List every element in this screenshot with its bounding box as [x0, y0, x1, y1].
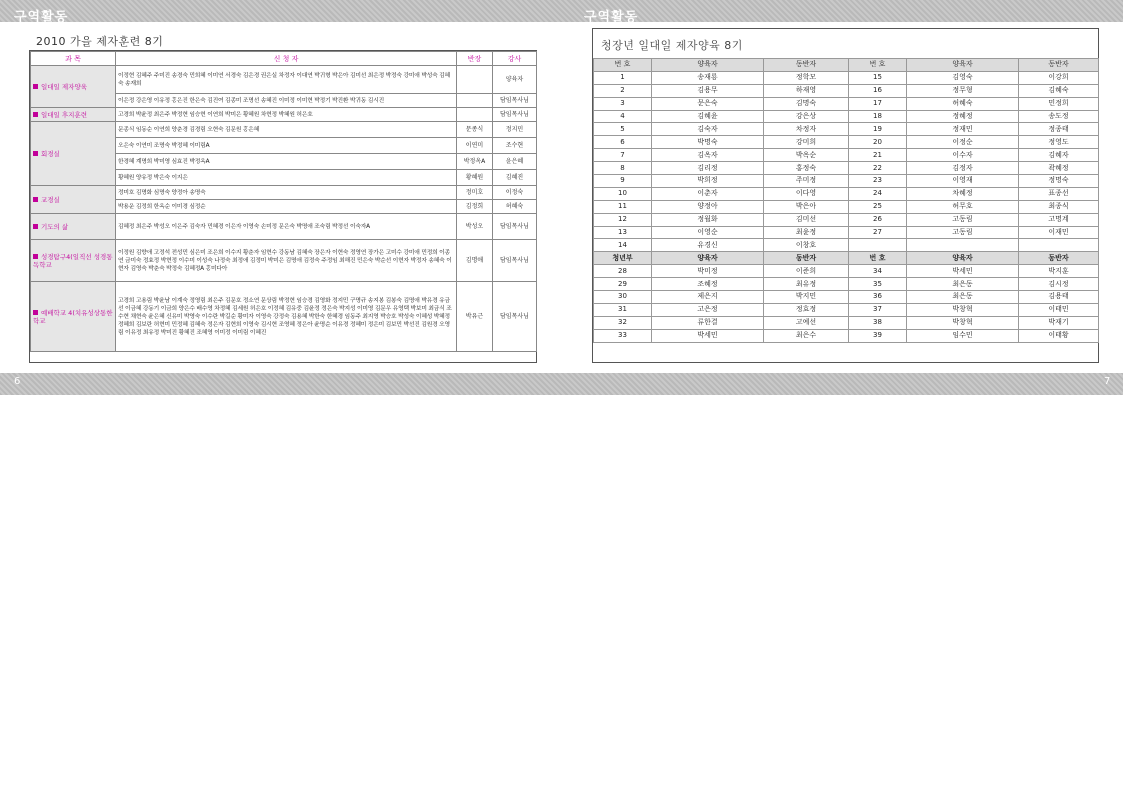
table-cell: 정혜정 [907, 110, 1019, 123]
table-cell: 38 [849, 316, 907, 329]
table-row [594, 71, 1099, 84]
subject-cell: 성경탐구4(일직선 성경통독학교 [31, 240, 116, 282]
table-row [594, 97, 1099, 110]
table-row [31, 122, 537, 138]
table-cell: 37 [849, 303, 907, 316]
table-cell: 표종선 [1019, 187, 1099, 200]
teacher-cell: 담임목사님 [493, 282, 537, 352]
table-row [594, 110, 1099, 123]
column-header: 양육자 [907, 59, 1019, 72]
table-cell: 김리정 [652, 162, 764, 175]
table-row [594, 123, 1099, 136]
table-cell: 11 [594, 200, 652, 213]
column-header: 동반자 [764, 59, 849, 72]
leader-cell [457, 94, 493, 108]
table-cell: 1 [594, 71, 652, 84]
table-cell: 31 [594, 303, 652, 316]
training-table-panel [29, 50, 537, 363]
table-cell: 21 [849, 149, 907, 162]
table-cell: 3 [594, 97, 652, 110]
table-row [594, 162, 1099, 175]
table-cell [907, 239, 1019, 252]
table-row [594, 329, 1099, 342]
leader-cell: 정미호 [457, 186, 493, 200]
table-cell: 정월화 [652, 213, 764, 226]
table-header-row [31, 52, 537, 66]
table-cell: 최윤정 [764, 226, 849, 239]
table-cell: 김영숙 [907, 71, 1019, 84]
left-page-title: 2010 가을 제자훈련 8기 [36, 35, 164, 48]
table-cell: 최은동 [907, 291, 1019, 304]
names-cell: 문종식 임동순 이연희 양춘경 김경림 오현숙 김문원 홍은혜 [116, 122, 457, 138]
table-cell: 박명숙 [652, 136, 764, 149]
names-cell: 이정현 김혜주 주미진 송경숙 민희혜 이미연 서경숙 김은경 권은실 차정자 이대연 박귀형 박은아 김미선 최은정 박정숙 강미애 박성숙 김혜숙 송재희 [116, 66, 457, 94]
leader-cell: 박성오 [457, 214, 493, 240]
table-cell: 류한결 [652, 316, 764, 329]
table-row [594, 136, 1099, 149]
table-cell [849, 239, 907, 252]
table-cell: 허무호 [907, 200, 1019, 213]
table-cell: 김혜윤 [652, 110, 764, 123]
names-cell: 이정원 김향애 고정석 전성민 심은미 조은희 이수지 황춘자 임현수 강동남 김혜숙 장은자 이현숙 정영연 장가은 고미수 강미애 민정희 이종연 금미숙 정효정 박현정 이수미 이성숙 나정숙 최정애 김정미 박미은 김명애 김정숙 주정임 최해진 민은숙 박순선 이현자 박정자 송혜숙 이현자 김영숙 박춘숙 박정숙 김혜정A 홍미다아 [116, 240, 457, 282]
table-cell: 고예선 [764, 316, 849, 329]
left-section-label: 구역활동 [14, 10, 69, 25]
table-cell: 28 [594, 265, 652, 278]
table-cell: 김시정 [1019, 278, 1099, 291]
table-cell: 차혜정 [907, 187, 1019, 200]
table-cell: 19 [849, 123, 907, 136]
table-cell: 고은정 [652, 303, 764, 316]
table-cell: 고동림 [907, 226, 1019, 239]
column-header: 번 호 [849, 59, 907, 72]
table-cell: 최은동 [907, 278, 1019, 291]
table-cell: 하재영 [764, 84, 849, 97]
table-cell: 양정아 [652, 200, 764, 213]
subject-cell: 일대일 제자양육 [31, 66, 116, 108]
table-cell: 최종식 [1019, 200, 1099, 213]
table-cell: 고동림 [907, 213, 1019, 226]
table-cell: 이태민 [1019, 303, 1099, 316]
table-cell [1019, 239, 1099, 252]
subject-cell: 회경실 [31, 122, 116, 186]
bullet-square-icon [33, 224, 38, 229]
table-cell: 32 [594, 316, 652, 329]
table-cell: 13 [594, 226, 652, 239]
table-row [31, 66, 537, 94]
table-cell: 정명숙 [1019, 175, 1099, 188]
table-cell: 17 [849, 97, 907, 110]
names-cell: 황혜원 양유정 박은숙 이지은 [116, 170, 457, 186]
table-cell: 박세민 [907, 265, 1019, 278]
table-cell: 강은상 [764, 110, 849, 123]
table-cell: 유경신 [652, 239, 764, 252]
table-row [594, 239, 1099, 252]
table-cell: 5 [594, 123, 652, 136]
table-cell: 정무형 [907, 84, 1019, 97]
table-cell: 민정희 [1019, 97, 1099, 110]
table-row [31, 214, 537, 240]
table-cell: 송재룡 [652, 71, 764, 84]
table-cell: 29 [594, 278, 652, 291]
table-cell: 김명숙 [764, 97, 849, 110]
subject-cell: 예배학교 4(치유성상통한학교 [31, 282, 116, 352]
names-cell: 오은숙 이연미 조명숙 박정혜 이미림A [116, 138, 457, 154]
table-cell: 25 [849, 200, 907, 213]
table-cell: 정학모 [764, 71, 849, 84]
table-cell: 이강희 [1019, 71, 1099, 84]
bullet-square-icon [33, 151, 38, 156]
table-cell: 박지민 [764, 291, 849, 304]
table-row [594, 187, 1099, 200]
table-cell: 정영도 [1019, 136, 1099, 149]
table-cell: 송도정 [1019, 110, 1099, 123]
table-cell: 33 [594, 329, 652, 342]
teacher-cell: 허혜숙 [493, 200, 537, 214]
table-cell: 김정자 [907, 162, 1019, 175]
table-cell: 박창혁 [907, 316, 1019, 329]
table-cell: 26 [849, 213, 907, 226]
table-cell: 허혜숙 [907, 97, 1019, 110]
table-row [594, 291, 1099, 304]
bullet-square-icon [33, 84, 38, 89]
table-cell: 정효정 [764, 303, 849, 316]
table-cell: 박옥순 [764, 149, 849, 162]
names-cell: 박용운 김정희 한옥순 이미경 심정순 [116, 200, 457, 214]
table-cell: 차정자 [764, 123, 849, 136]
table-cell: 최유정 [764, 278, 849, 291]
names-cell: 정미호 김명화 심명숙 양정아 송명숙 [116, 186, 457, 200]
leader-cell: 문종식 [457, 122, 493, 138]
table-cell: 36 [849, 291, 907, 304]
table-cell: 15 [849, 71, 907, 84]
table-cell: 이태황 [1019, 329, 1099, 342]
table-cell: 양육자 [907, 252, 1019, 265]
table-cell: 곽혜정 [1019, 162, 1099, 175]
names-cell: 김혜정 최은주 박성오 이은주 김숙자 민혜경 이은자 이영숙 손미정 문은숙 박명애 조숙림 박정선 이숙자A [116, 214, 457, 240]
table-cell: 고명계 [1019, 213, 1099, 226]
leader-cell: 박유근 [457, 282, 493, 352]
table-row [594, 213, 1099, 226]
column-header: 번 호 [594, 59, 652, 72]
table-cell: 김옥자 [652, 149, 764, 162]
table-cell: 번 호 [849, 252, 907, 265]
table-row [594, 226, 1099, 239]
table-cell: 2 [594, 84, 652, 97]
table-cell: 16 [849, 84, 907, 97]
table-cell: 이다영 [764, 187, 849, 200]
teacher-cell: 담임목사님 [493, 240, 537, 282]
table-cell: 14 [594, 239, 652, 252]
subject-cell: 일대일 후지훈련 [31, 108, 116, 122]
table-row [594, 316, 1099, 329]
table-cell: 조혜정 [652, 278, 764, 291]
bullet-square-icon [33, 310, 38, 315]
table-row [31, 108, 537, 122]
leader-cell: 황혜원 [457, 170, 493, 186]
table-cell: 정종태 [1019, 123, 1099, 136]
column-header: 신 청 자 [116, 52, 457, 66]
table-subheader-row [594, 252, 1099, 265]
table-cell: 김용태 [1019, 291, 1099, 304]
table-row [594, 278, 1099, 291]
table-cell: 청년부 [594, 252, 652, 265]
bullet-square-icon [33, 112, 38, 117]
training-table [30, 51, 537, 352]
table-row [594, 175, 1099, 188]
leader-cell: 김정희 [457, 200, 493, 214]
names-cell: 고경희 박윤정 최은주 박정현 임승현 이연희 박미은 황혜원 차현정 박혜원 허은호 [116, 108, 457, 122]
table-cell: 양육자 [652, 252, 764, 265]
table-cell: 이준희 [764, 265, 849, 278]
table-cell: 12 [594, 213, 652, 226]
table-cell: 김숙자 [652, 123, 764, 136]
table-cell: 27 [849, 226, 907, 239]
table-cell: 김미선 [764, 213, 849, 226]
table-cell: 23 [849, 175, 907, 188]
table-cell: 박희정 [652, 175, 764, 188]
table-cell: 7 [594, 149, 652, 162]
table-row [594, 149, 1099, 162]
bullet-square-icon [33, 254, 38, 259]
table-cell: 박지훈 [1019, 265, 1099, 278]
table-cell: 이춘자 [652, 187, 764, 200]
table-row [594, 265, 1099, 278]
table-row [594, 303, 1099, 316]
table-cell: 30 [594, 291, 652, 304]
column-header: 양육자 [652, 59, 764, 72]
table-cell: 6 [594, 136, 652, 149]
leader-cell [457, 108, 493, 122]
subject-cell: 교경실 [31, 186, 116, 214]
table-row [31, 240, 537, 282]
teacher-cell: 양육자 [493, 66, 537, 94]
teacher-cell: 정지민 [493, 122, 537, 138]
table-cell: 9 [594, 175, 652, 188]
teacher-cell: 윤은혜 [493, 154, 537, 170]
table-cell: 34 [849, 265, 907, 278]
names-cell: 한경혜 계명희 박미영 심효진 박정옥A [116, 154, 457, 170]
table-cell: 이영재 [907, 175, 1019, 188]
column-header: 동반자 [1019, 59, 1099, 72]
table-cell: 이수자 [907, 149, 1019, 162]
subject-cell: 기도의 삶 [31, 214, 116, 240]
table-header-row [594, 59, 1099, 72]
leader-cell: 박정옥A [457, 154, 493, 170]
footer-band [0, 373, 1123, 395]
table-cell: 동반자 [1019, 252, 1099, 265]
mentoring-table [593, 58, 1099, 343]
table-cell: 22 [849, 162, 907, 175]
column-header: 과 목 [31, 52, 116, 66]
teacher-cell: 담임목사님 [493, 214, 537, 240]
table-row [594, 84, 1099, 97]
table-cell: 강미희 [764, 136, 849, 149]
table-cell: 20 [849, 136, 907, 149]
mentoring-table-panel [592, 28, 1099, 363]
table-cell: 홍정숙 [764, 162, 849, 175]
table-cell: 주미정 [764, 175, 849, 188]
table-cell: 24 [849, 187, 907, 200]
table-cell: 박재기 [1019, 316, 1099, 329]
table-cell: 김혜자 [1019, 149, 1099, 162]
table-cell: 이영순 [652, 226, 764, 239]
table-cell: 박세민 [652, 329, 764, 342]
table-cell: 박은아 [764, 200, 849, 213]
right-section-label: 구역활동 [584, 10, 639, 25]
table-cell: 문은숙 [652, 97, 764, 110]
table-cell: 김용무 [652, 84, 764, 97]
teacher-cell: 김혜진 [493, 170, 537, 186]
table-cell: 이재민 [1019, 226, 1099, 239]
table-cell: 35 [849, 278, 907, 291]
table-cell: 8 [594, 162, 652, 175]
table-cell: 제은지 [652, 291, 764, 304]
table-cell: 최은수 [764, 329, 849, 342]
teacher-cell: 담임목사님 [493, 94, 537, 108]
header-band [0, 0, 1123, 22]
table-cell: 이정순 [907, 136, 1019, 149]
right-page-number: 7 [1104, 376, 1111, 387]
table-cell: 39 [849, 329, 907, 342]
names-cell: 이은정 강은영 이유정 홍은진 한은숙 김진여 김종미 조명선 송혜진 이미정 이미현 박정기 박진환 박귀동 김시진 [116, 94, 457, 108]
table-row [31, 282, 537, 352]
column-header: 반장 [457, 52, 493, 66]
right-page-title: 청장년 일대일 제자양육 8기 [601, 39, 743, 52]
teacher-cell: 담임목사님 [493, 108, 537, 122]
bullet-square-icon [33, 197, 38, 202]
column-header: 강사 [493, 52, 537, 66]
table-row [31, 186, 537, 200]
table-cell: 4 [594, 110, 652, 123]
table-cell: 18 [849, 110, 907, 123]
table-cell: 박창혁 [907, 303, 1019, 316]
teacher-cell: 이정숙 [493, 186, 537, 200]
names-cell: 고경희 고용림 박윤남 이계숙 정영림 최은주 김문호 정소연 문상림 박정현 임승경 김영화 정지민 구명규 송지봉 김봉숙 김명애 박유경 유금선 이금혜 강동기 이금희 양은수 배수영 차정혜 김세원 허은호 이정혜 김유중 김윤정 정은숙 박지성 이미영 김문우 유영택 박보미 최금식 조수현 채현숙 윤은혜 신유미 박영숙 이수란 박길순 황미자 이영숙 강정숙 김용혜 박한숙 한혜경 임동주 최지영 박승호 박성숙 이혜성 박혜정 정혜희 김보란 허현미 민정혜 김혜숙 정은자 김현희 이영숙 김시현 조영혜 정은아 윤명순 이유경 정혜미 정은미 김보민 박선진 김원경 오영림 이유정 최유정 박미진 황혜진 조혜영 이미정 이미림 이혜진 [116, 282, 457, 352]
left-page-number: 6 [14, 376, 21, 387]
table-cell: 정재민 [907, 123, 1019, 136]
table-cell: 10 [594, 187, 652, 200]
table-cell: 임수민 [907, 329, 1019, 342]
table-cell: 박미정 [652, 265, 764, 278]
leader-cell: 이연미 [457, 138, 493, 154]
teacher-cell: 조수현 [493, 138, 537, 154]
table-row [594, 200, 1099, 213]
table-cell: 이창호 [764, 239, 849, 252]
table-cell: 동반자 [764, 252, 849, 265]
leader-cell: 김명애 [457, 240, 493, 282]
leader-cell [457, 66, 493, 94]
table-cell: 김혜숙 [1019, 84, 1099, 97]
